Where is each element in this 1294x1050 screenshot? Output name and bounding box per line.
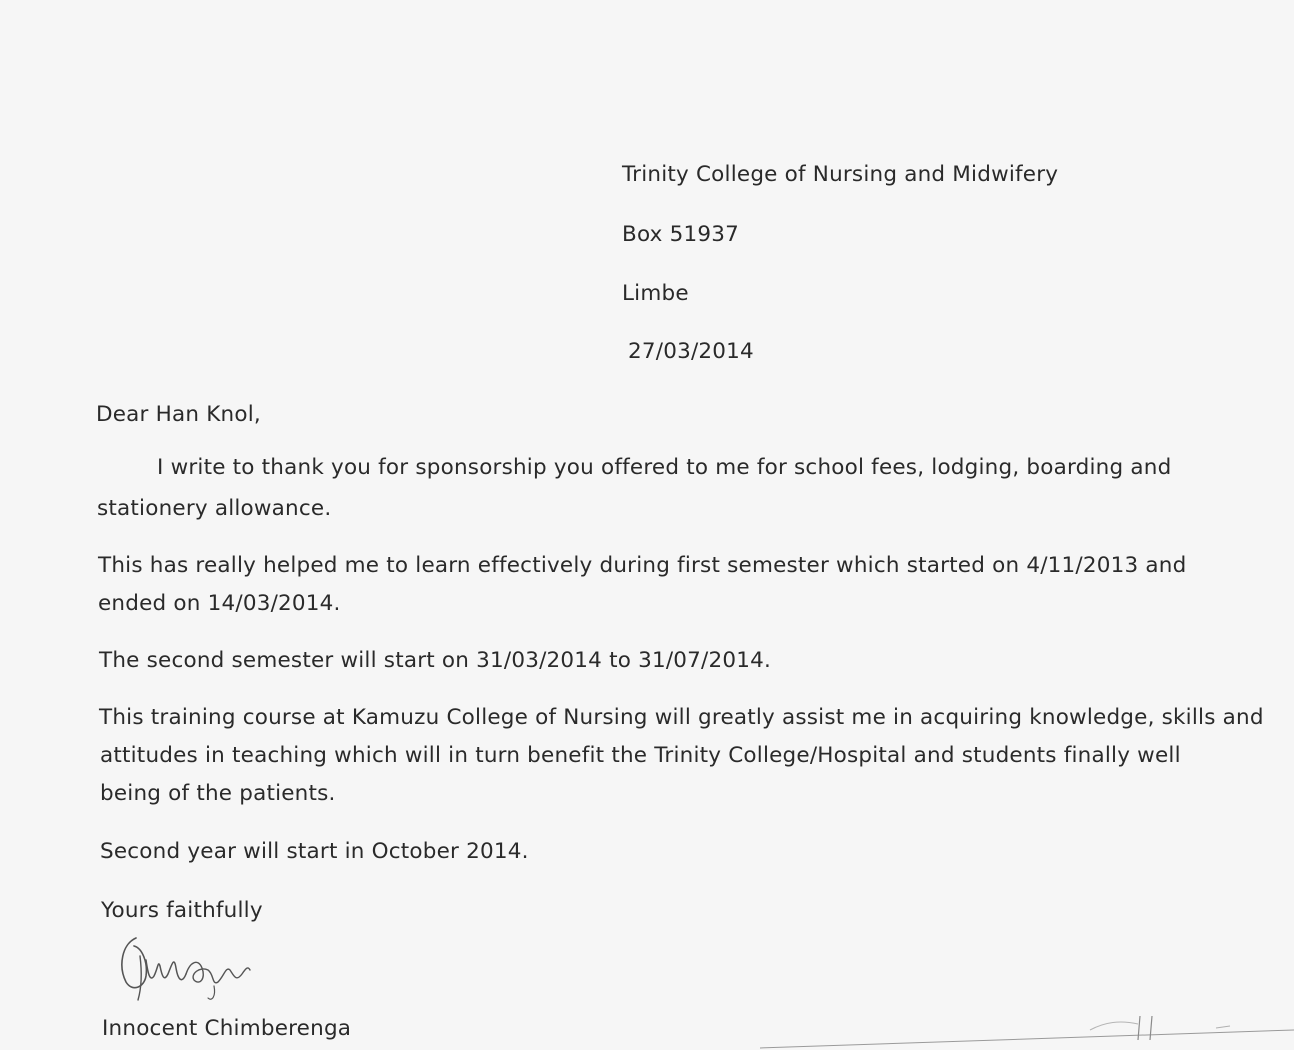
address-line-institution: Trinity College of Nursing and Midwifery xyxy=(622,162,1059,187)
salutation: Dear Han Knol, xyxy=(96,402,261,427)
paragraph-2-line-1: This has really helped me to learn effectively during first semester which started on 4/11/2013 and xyxy=(98,553,1187,578)
paragraph-1-line-1: I write to thank you for sponsorship you offered to me for school fees, lodging, boarding and xyxy=(157,455,1172,480)
closing: Yours faithfully xyxy=(101,898,263,923)
paragraph-1-line-2: stationery allowance. xyxy=(97,496,332,521)
paragraph-5-line-1: Second year will start in October 2014. xyxy=(100,839,529,864)
paragraph-3-line-1: The second semester will start on 31/03/2014 to 31/07/2014. xyxy=(99,648,772,673)
address-line-town: Limbe xyxy=(622,281,689,306)
paragraph-4-line-3: being of the patients. xyxy=(100,781,336,806)
scan-edge-mark xyxy=(760,1000,1294,1050)
address-line-box: Box 51937 xyxy=(622,222,739,247)
paragraph-4-line-1: This training course at Kamuzu College of Nursing will greatly assist me in acquiring knowledge, skills and xyxy=(99,705,1264,730)
paragraph-4-line-2: attitudes in teaching which will in turn benefit the Trinity College/Hospital and students finally well xyxy=(100,743,1181,768)
letter-date: 27/03/2014 xyxy=(628,339,754,364)
signature-name: Innocent Chimberenga xyxy=(102,1016,352,1041)
handwritten-signature xyxy=(114,926,254,1006)
paragraph-2-line-2: ended on 14/03/2014. xyxy=(98,591,341,616)
